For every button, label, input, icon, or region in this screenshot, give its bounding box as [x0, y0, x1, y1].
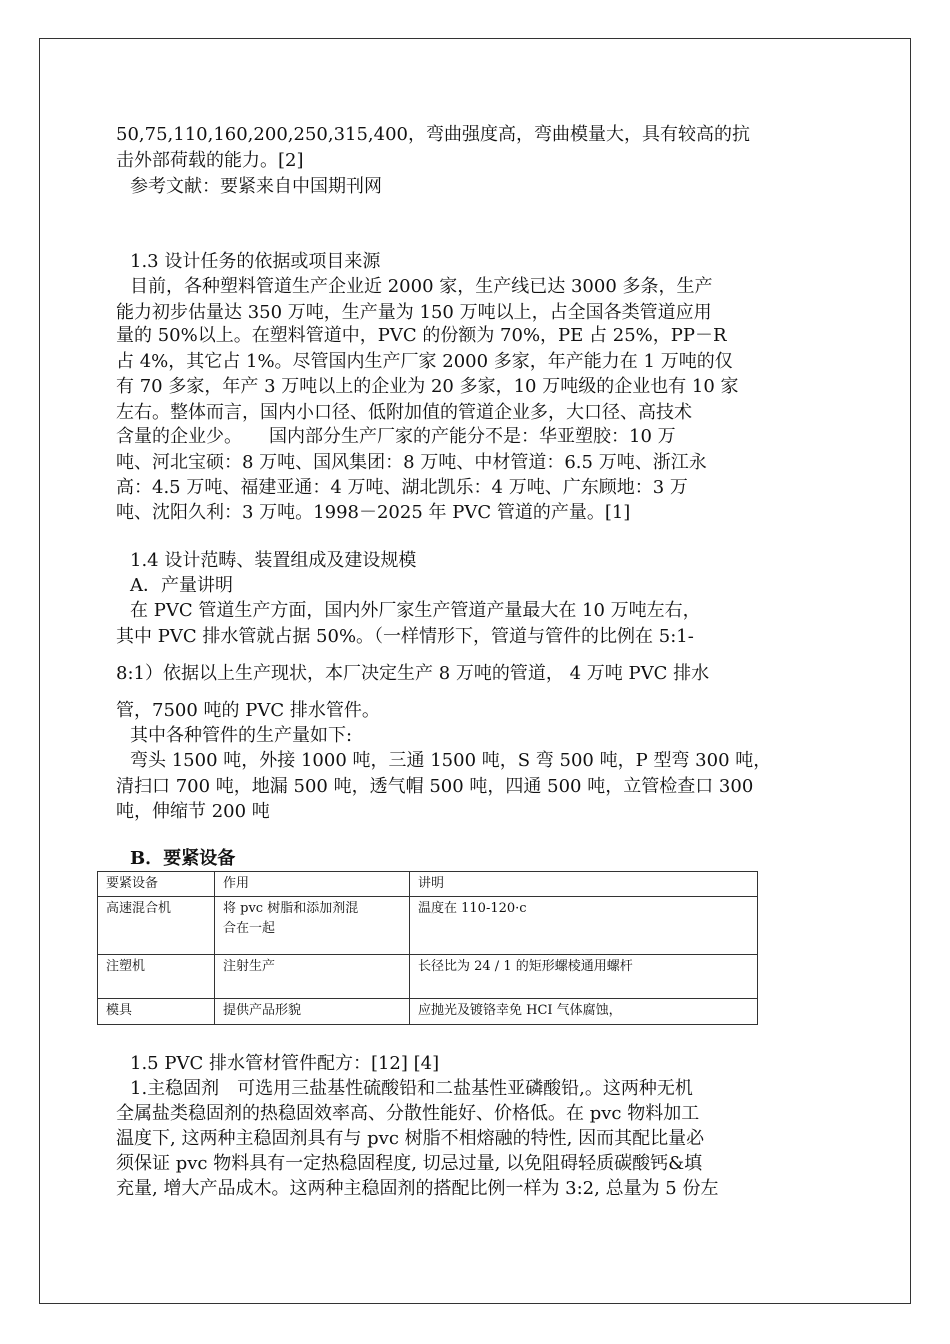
text-line: 左右。整体而言，国内小口径、低附加值的管道企业多，大口径、高技术 — [116, 402, 692, 423]
section-heading-1-4: 1.4 设计范畴、装置组成及建设规模 — [130, 550, 417, 571]
table-cell: 注射生产 — [215, 955, 410, 999]
text-line: 温度下, 这两种主稳固剂具有与 pvc 树脂不相熔融的特性, 因而其配比量必 — [116, 1128, 705, 1149]
equipment-table — [97, 871, 758, 1025]
text-line: 1.主稳固剂 可选用三盐基性硫酸铅和二盐基性亚磷酸铅,。这两种无机 — [130, 1078, 693, 1099]
section-heading-1-5: 1.5 PVC 排水管材管件配方：[12] [4] — [130, 1053, 440, 1074]
table-header-cell: 作用 — [215, 872, 410, 897]
text-line: 其中各种管件的生产量如下: — [130, 725, 353, 746]
text-line: 须保证 pvc 物料具有一定热稳固程度, 切忌过量, 以免阻碍轻质碳酸钙&填 — [116, 1153, 703, 1174]
text-line: 目前，各种塑料管道生产企业近 2000 家，生产线已达 3000 多条，生产 — [130, 276, 713, 297]
table-cell: 温度在 110-120·c — [410, 897, 758, 955]
subheading-a: A．产量讲明 — [130, 575, 233, 596]
table-header-cell: 要紧设备 — [98, 872, 215, 897]
text-line: 50,75,110,160,200,250,315,400，弯曲强度高，弯曲模量大，具有较高的抗 — [116, 124, 750, 145]
table-header-row — [98, 872, 758, 897]
text-line: 占 4%，其它占 1%。尽管国内生产厂家 2000 多家，年产能力在 1 万吨的仅 — [116, 351, 733, 372]
text-line: 吨，伸缩节 200 吨 — [116, 801, 270, 822]
table-cell: 模具 — [98, 999, 215, 1025]
table-row — [98, 897, 758, 955]
text-line: 高：4.5 万吨、福建亚通：4 万吨、湖北凯乐：4 万吨、广东顾地：3 万 — [116, 477, 688, 498]
text-line: 充量, 增大产品成木。这两种主稳固剂的搭配比例一样为 3:2, 总量为 5 份左 — [116, 1178, 719, 1199]
table-cell — [215, 897, 410, 955]
table-cell: 应抛光及镀铬幸免 HCI 气体腐蚀， — [410, 999, 758, 1025]
references-note: 参考文献：要紧来自中国期刊网 — [130, 176, 382, 197]
text-line: 8:1）依据以上生产现状，本厂决定生产 8 万吨的管道， 4 万吨 PVC 排水 — [116, 663, 710, 684]
table-cell: 注塑机 — [98, 955, 215, 999]
section-heading-1-3: 1.3 设计任务的依据或项目来源 — [130, 251, 381, 272]
text-line: 有 70 多家，年产 3 万吨以上的企业为 20 多家，10 万吨级的企业也有 10 家 — [116, 376, 739, 397]
table-cell-line: 将 pvc 树脂和添加剂混 — [223, 901, 359, 916]
table-cell: 高速混合机 — [98, 897, 215, 955]
table-row — [98, 955, 758, 999]
text-line: 吨、沈阳久利：3 万吨。1998－2025 年 PVC 管道的产量。[1] — [116, 502, 631, 523]
table-cell-line: 合在一起 — [223, 921, 276, 936]
table-cell: 长径比为 24 / 1 的矩形螺棱通用螺杆 — [410, 955, 758, 999]
text-line: 管，7500 吨的 PVC 排水管件。 — [116, 700, 380, 721]
text-line: 弯头 1500 吨，外接 1000 吨，三通 1500 吨，S 弯 500 吨，P 型弯 300 吨， — [130, 750, 772, 771]
text-line: 全属盐类稳固剂的热稳固效率高、分散性能好、价格低。在 pvc 物料加工 — [116, 1103, 700, 1124]
text-line: 含量的企业少。 国内部分生产厂家的产能分不是：华亚塑胶：10 万 — [116, 426, 676, 447]
text-line: 在 PVC 管道生产方面，国内外厂家生产管道产量最大在 10 万吨左右， — [130, 600, 701, 621]
table-header-cell: 讲明 — [410, 872, 758, 897]
subheading-b: B．要紧设备 — [130, 848, 236, 869]
text-line: 吨、河北宝硕：8 万吨、国风集团：8 万吨、中材管道：6.5 万吨、浙江永 — [116, 452, 707, 473]
text-line: 清扫口 700 吨，地漏 500 吨，透气帽 500 吨，四通 500 吨，立管检查口 300 — [116, 776, 754, 797]
text-line: 量的 50%以上。在塑料管道中，PVC 的份额为 70%，PE 占 25%，PP－R — [116, 325, 727, 346]
text-line: 其中 PVC 排水管就占据 50%。（一样情形下，管道与管件的比例在 5:1- — [116, 626, 694, 647]
table-cell: 提供产品形貌 — [215, 999, 410, 1025]
table-row — [98, 999, 758, 1025]
text-line: 能力初步估量达 350 万吨，生产量为 150 万吨以上，占全国各类管道应用 — [116, 302, 712, 323]
text-line: 击外部荷载的能力。[2] — [116, 150, 304, 171]
